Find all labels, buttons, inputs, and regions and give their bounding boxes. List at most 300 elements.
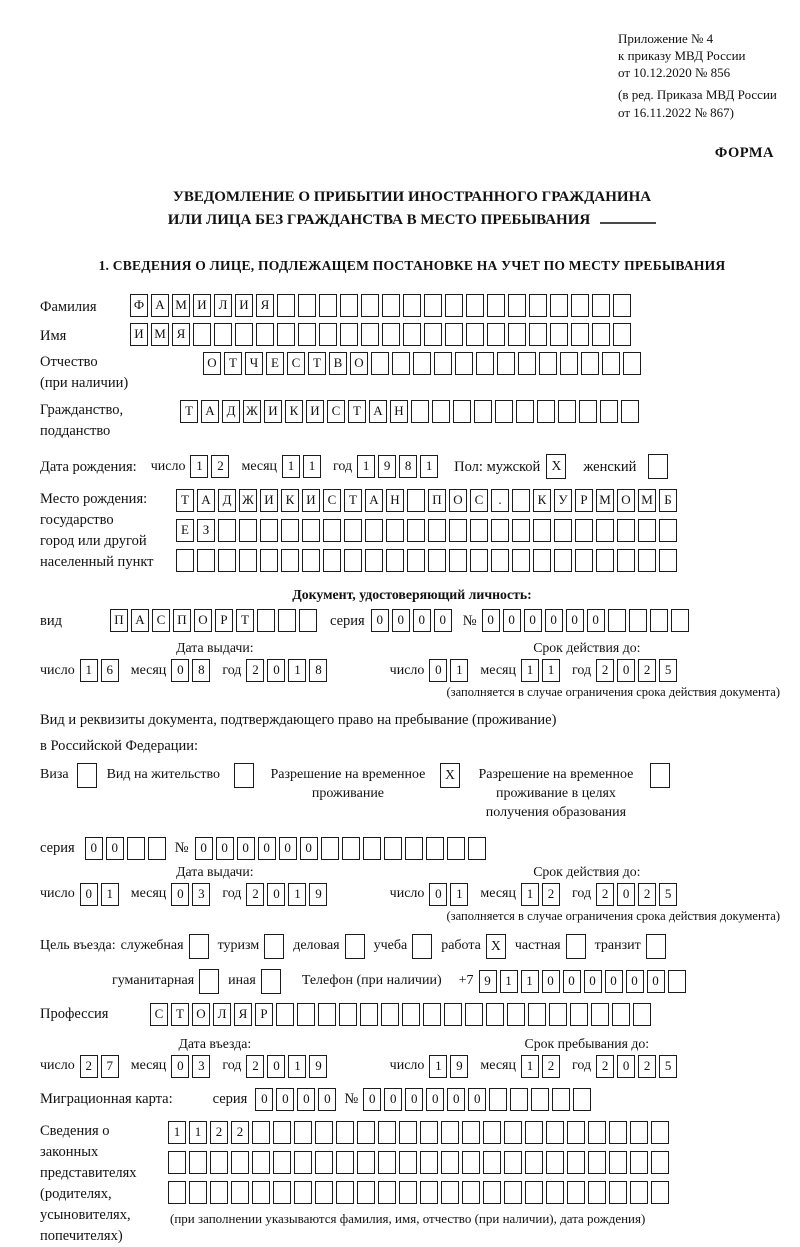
char-cell[interactable] xyxy=(386,519,404,542)
char-cell[interactable]: . xyxy=(491,489,509,512)
char-cell[interactable] xyxy=(630,1181,648,1204)
char-cell[interactable]: Н xyxy=(386,489,404,512)
char-cell[interactable] xyxy=(273,1181,291,1204)
char-cell[interactable]: 1 xyxy=(101,883,119,906)
char-cell[interactable]: 0 xyxy=(617,659,635,682)
char-cell[interactable] xyxy=(444,1003,462,1026)
char-cell[interactable] xyxy=(609,1181,627,1204)
char-cell[interactable] xyxy=(554,519,572,542)
char-cell[interactable] xyxy=(189,1181,207,1204)
char-cell[interactable]: 1 xyxy=(429,1055,447,1078)
char-cell[interactable] xyxy=(403,323,421,346)
char-cell[interactable]: 2 xyxy=(596,659,614,682)
char-cell[interactable] xyxy=(336,1151,354,1174)
char-cell[interactable] xyxy=(298,294,316,317)
char-cell[interactable] xyxy=(612,1003,630,1026)
char-cell[interactable] xyxy=(546,1151,564,1174)
purpose-private-checkbox[interactable] xyxy=(566,934,586,959)
purpose-transit-checkbox[interactable] xyxy=(646,934,666,959)
char-cell[interactable] xyxy=(558,400,576,423)
char-cell[interactable]: 0 xyxy=(429,659,447,682)
char-cell[interactable] xyxy=(441,1121,459,1144)
char-cell[interactable] xyxy=(294,1181,312,1204)
char-cell[interactable]: 0 xyxy=(384,1088,402,1111)
char-cell[interactable] xyxy=(235,323,253,346)
char-cell[interactable] xyxy=(575,519,593,542)
char-cell[interactable]: О xyxy=(203,352,221,375)
char-cell[interactable] xyxy=(361,294,379,317)
char-cell[interactable] xyxy=(239,519,257,542)
char-cell[interactable] xyxy=(465,1003,483,1026)
char-cell[interactable] xyxy=(571,323,589,346)
char-cell[interactable] xyxy=(608,609,626,632)
char-cell[interactable]: 9 xyxy=(378,455,396,478)
char-cell[interactable]: 0 xyxy=(171,883,189,906)
visa-checkbox[interactable] xyxy=(77,763,97,788)
char-cell[interactable] xyxy=(537,400,555,423)
char-cell[interactable] xyxy=(588,1181,606,1204)
char-cell[interactable] xyxy=(447,837,465,860)
char-cell[interactable]: 1 xyxy=(521,970,539,993)
char-cell[interactable] xyxy=(609,1121,627,1144)
char-cell[interactable]: 1 xyxy=(80,659,98,682)
char-cell[interactable] xyxy=(483,1121,501,1144)
char-cell[interactable] xyxy=(218,519,236,542)
char-cell[interactable]: П xyxy=(428,489,446,512)
char-cell[interactable]: Я xyxy=(256,294,274,317)
char-cell[interactable] xyxy=(486,1003,504,1026)
char-cell[interactable]: В xyxy=(329,352,347,375)
char-cell[interactable]: 6 xyxy=(101,659,119,682)
char-cell[interactable]: С xyxy=(152,609,170,632)
char-cell[interactable]: Е xyxy=(176,519,194,542)
char-cell[interactable] xyxy=(455,352,473,375)
char-cell[interactable]: 0 xyxy=(429,883,447,906)
purpose-business-checkbox[interactable] xyxy=(345,934,365,959)
char-cell[interactable] xyxy=(508,323,526,346)
char-cell[interactable] xyxy=(629,609,647,632)
char-cell[interactable]: И xyxy=(264,400,282,423)
char-cell[interactable] xyxy=(277,294,295,317)
char-cell[interactable] xyxy=(529,323,547,346)
char-cell[interactable] xyxy=(315,1121,333,1144)
char-cell[interactable] xyxy=(525,1151,543,1174)
char-cell[interactable] xyxy=(340,294,358,317)
char-cell[interactable] xyxy=(339,1003,357,1026)
char-cell[interactable] xyxy=(550,323,568,346)
char-cell[interactable]: 0 xyxy=(255,1088,273,1111)
char-cell[interactable] xyxy=(148,837,166,860)
char-cell[interactable] xyxy=(231,1181,249,1204)
char-cell[interactable] xyxy=(549,1003,567,1026)
char-cell[interactable]: А xyxy=(197,489,215,512)
char-cell[interactable]: 1 xyxy=(500,970,518,993)
char-cell[interactable]: 0 xyxy=(545,609,563,632)
char-cell[interactable] xyxy=(426,837,444,860)
char-cell[interactable] xyxy=(560,352,578,375)
char-cell[interactable]: 0 xyxy=(267,883,285,906)
char-cell[interactable]: О xyxy=(350,352,368,375)
char-cell[interactable] xyxy=(512,519,530,542)
char-cell[interactable]: 2 xyxy=(542,883,560,906)
char-cell[interactable] xyxy=(659,549,677,572)
char-cell[interactable] xyxy=(378,1151,396,1174)
char-cell[interactable] xyxy=(214,323,232,346)
char-cell[interactable]: 0 xyxy=(587,609,605,632)
char-cell[interactable]: К xyxy=(285,400,303,423)
char-cell[interactable] xyxy=(336,1181,354,1204)
char-cell[interactable]: 2 xyxy=(246,1055,264,1078)
char-cell[interactable] xyxy=(470,549,488,572)
char-cell[interactable]: И xyxy=(193,294,211,317)
char-cell[interactable] xyxy=(651,1181,669,1204)
char-cell[interactable]: 1 xyxy=(521,883,539,906)
char-cell[interactable] xyxy=(344,549,362,572)
char-cell[interactable]: Р xyxy=(215,609,233,632)
char-cell[interactable] xyxy=(176,549,194,572)
char-cell[interactable]: 0 xyxy=(106,837,124,860)
char-cell[interactable]: 1 xyxy=(357,455,375,478)
char-cell[interactable] xyxy=(197,549,215,572)
char-cell[interactable] xyxy=(529,294,547,317)
char-cell[interactable] xyxy=(470,519,488,542)
char-cell[interactable] xyxy=(487,294,505,317)
char-cell[interactable] xyxy=(633,1003,651,1026)
char-cell[interactable] xyxy=(504,1151,522,1174)
char-cell[interactable] xyxy=(365,549,383,572)
char-cell[interactable]: Б xyxy=(659,489,677,512)
char-cell[interactable] xyxy=(487,323,505,346)
char-cell[interactable] xyxy=(671,609,689,632)
char-cell[interactable]: 0 xyxy=(647,970,665,993)
char-cell[interactable]: 0 xyxy=(468,1088,486,1111)
char-cell[interactable]: 0 xyxy=(584,970,602,993)
char-cell[interactable]: 1 xyxy=(521,659,539,682)
char-cell[interactable]: А xyxy=(369,400,387,423)
purpose-tourism-checkbox[interactable] xyxy=(264,934,284,959)
char-cell[interactable] xyxy=(420,1181,438,1204)
char-cell[interactable]: М xyxy=(151,323,169,346)
char-cell[interactable] xyxy=(638,519,656,542)
char-cell[interactable] xyxy=(193,323,211,346)
char-cell[interactable] xyxy=(399,1121,417,1144)
char-cell[interactable]: Е xyxy=(266,352,284,375)
char-cell[interactable]: О xyxy=(192,1003,210,1026)
char-cell[interactable] xyxy=(434,352,452,375)
char-cell[interactable] xyxy=(411,400,429,423)
char-cell[interactable] xyxy=(441,1181,459,1204)
char-cell[interactable]: 5 xyxy=(659,1055,677,1078)
char-cell[interactable] xyxy=(591,1003,609,1026)
char-cell[interactable] xyxy=(596,519,614,542)
char-cell[interactable]: М xyxy=(638,489,656,512)
char-cell[interactable] xyxy=(424,294,442,317)
char-cell[interactable] xyxy=(453,400,471,423)
char-cell[interactable]: 2 xyxy=(246,883,264,906)
char-cell[interactable] xyxy=(384,837,402,860)
purpose-official-checkbox[interactable] xyxy=(189,934,209,959)
char-cell[interactable] xyxy=(638,549,656,572)
char-cell[interactable]: 1 xyxy=(303,455,321,478)
char-cell[interactable]: 0 xyxy=(276,1088,294,1111)
char-cell[interactable] xyxy=(318,1003,336,1026)
char-cell[interactable] xyxy=(449,519,467,542)
char-cell[interactable] xyxy=(340,323,358,346)
char-cell[interactable]: К xyxy=(281,489,299,512)
char-cell[interactable] xyxy=(281,519,299,542)
char-cell[interactable]: 0 xyxy=(267,1055,285,1078)
char-cell[interactable]: 1 xyxy=(450,659,468,682)
char-cell[interactable]: 0 xyxy=(542,970,560,993)
char-cell[interactable] xyxy=(588,1121,606,1144)
char-cell[interactable]: С xyxy=(327,400,345,423)
char-cell[interactable] xyxy=(360,1003,378,1026)
char-cell[interactable] xyxy=(365,519,383,542)
char-cell[interactable]: 1 xyxy=(420,455,438,478)
char-cell[interactable] xyxy=(531,1088,549,1111)
char-cell[interactable] xyxy=(297,1003,315,1026)
char-cell[interactable] xyxy=(575,549,593,572)
char-cell[interactable]: 0 xyxy=(267,659,285,682)
char-cell[interactable]: А xyxy=(151,294,169,317)
char-cell[interactable] xyxy=(239,549,257,572)
char-cell[interactable]: Т xyxy=(224,352,242,375)
char-cell[interactable] xyxy=(321,837,339,860)
char-cell[interactable]: 2 xyxy=(638,883,656,906)
char-cell[interactable]: М xyxy=(596,489,614,512)
char-cell[interactable] xyxy=(402,1003,420,1026)
char-cell[interactable] xyxy=(357,1181,375,1204)
char-cell[interactable] xyxy=(392,352,410,375)
char-cell[interactable]: Т xyxy=(176,489,194,512)
char-cell[interactable] xyxy=(650,609,668,632)
char-cell[interactable]: Я xyxy=(172,323,190,346)
char-cell[interactable]: 1 xyxy=(168,1121,186,1144)
char-cell[interactable] xyxy=(420,1121,438,1144)
char-cell[interactable] xyxy=(570,1003,588,1026)
char-cell[interactable] xyxy=(210,1181,228,1204)
char-cell[interactable] xyxy=(361,323,379,346)
char-cell[interactable] xyxy=(617,519,635,542)
char-cell[interactable] xyxy=(630,1151,648,1174)
char-cell[interactable] xyxy=(432,400,450,423)
char-cell[interactable]: 0 xyxy=(605,970,623,993)
char-cell[interactable]: К xyxy=(533,489,551,512)
char-cell[interactable] xyxy=(252,1121,270,1144)
char-cell[interactable] xyxy=(588,1151,606,1174)
char-cell[interactable]: 0 xyxy=(482,609,500,632)
char-cell[interactable]: Я xyxy=(234,1003,252,1026)
char-cell[interactable] xyxy=(510,1088,528,1111)
char-cell[interactable] xyxy=(483,1151,501,1174)
char-cell[interactable] xyxy=(407,549,425,572)
char-cell[interactable] xyxy=(497,352,515,375)
char-cell[interactable] xyxy=(462,1181,480,1204)
char-cell[interactable]: Т xyxy=(171,1003,189,1026)
char-cell[interactable] xyxy=(462,1121,480,1144)
char-cell[interactable] xyxy=(445,323,463,346)
char-cell[interactable]: 0 xyxy=(258,837,276,860)
char-cell[interactable]: 3 xyxy=(192,1055,210,1078)
char-cell[interactable]: Т xyxy=(308,352,326,375)
char-cell[interactable] xyxy=(298,323,316,346)
char-cell[interactable] xyxy=(294,1121,312,1144)
char-cell[interactable] xyxy=(407,519,425,542)
char-cell[interactable]: 2 xyxy=(542,1055,560,1078)
char-cell[interactable]: Д xyxy=(222,400,240,423)
char-cell[interactable] xyxy=(386,549,404,572)
char-cell[interactable] xyxy=(504,1181,522,1204)
char-cell[interactable] xyxy=(651,1121,669,1144)
char-cell[interactable]: А xyxy=(201,400,219,423)
char-cell[interactable] xyxy=(533,519,551,542)
char-cell[interactable] xyxy=(659,519,677,542)
char-cell[interactable]: 0 xyxy=(447,1088,465,1111)
char-cell[interactable]: И xyxy=(235,294,253,317)
char-cell[interactable] xyxy=(518,352,536,375)
char-cell[interactable]: 0 xyxy=(237,837,255,860)
char-cell[interactable] xyxy=(596,549,614,572)
char-cell[interactable]: С xyxy=(470,489,488,512)
char-cell[interactable]: 1 xyxy=(288,1055,306,1078)
char-cell[interactable] xyxy=(281,549,299,572)
char-cell[interactable] xyxy=(613,294,631,317)
char-cell[interactable]: Р xyxy=(255,1003,273,1026)
char-cell[interactable] xyxy=(278,609,296,632)
char-cell[interactable] xyxy=(533,549,551,572)
temp-residence-education-checkbox[interactable] xyxy=(650,763,670,788)
char-cell[interactable]: 0 xyxy=(300,837,318,860)
char-cell[interactable] xyxy=(413,352,431,375)
char-cell[interactable] xyxy=(579,400,597,423)
char-cell[interactable]: 0 xyxy=(171,659,189,682)
char-cell[interactable] xyxy=(567,1121,585,1144)
char-cell[interactable] xyxy=(189,1151,207,1174)
char-cell[interactable] xyxy=(466,323,484,346)
char-cell[interactable]: С xyxy=(323,489,341,512)
char-cell[interactable] xyxy=(315,1151,333,1174)
char-cell[interactable] xyxy=(623,352,641,375)
char-cell[interactable]: 0 xyxy=(503,609,521,632)
char-cell[interactable] xyxy=(512,549,530,572)
char-cell[interactable] xyxy=(550,294,568,317)
char-cell[interactable]: Л xyxy=(213,1003,231,1026)
char-cell[interactable] xyxy=(449,549,467,572)
char-cell[interactable] xyxy=(424,323,442,346)
char-cell[interactable] xyxy=(539,352,557,375)
char-cell[interactable]: 0 xyxy=(426,1088,444,1111)
char-cell[interactable]: О xyxy=(617,489,635,512)
char-cell[interactable] xyxy=(323,519,341,542)
char-cell[interactable] xyxy=(407,489,425,512)
char-cell[interactable] xyxy=(319,294,337,317)
char-cell[interactable] xyxy=(273,1151,291,1174)
char-cell[interactable] xyxy=(546,1181,564,1204)
char-cell[interactable] xyxy=(127,837,145,860)
char-cell[interactable] xyxy=(382,294,400,317)
char-cell[interactable] xyxy=(592,323,610,346)
char-cell[interactable] xyxy=(445,294,463,317)
char-cell[interactable] xyxy=(600,400,618,423)
char-cell[interactable] xyxy=(299,609,317,632)
char-cell[interactable]: 7 xyxy=(101,1055,119,1078)
char-cell[interactable] xyxy=(323,549,341,572)
char-cell[interactable]: 2 xyxy=(231,1121,249,1144)
char-cell[interactable]: 0 xyxy=(216,837,234,860)
char-cell[interactable] xyxy=(552,1088,570,1111)
char-cell[interactable]: 0 xyxy=(363,1088,381,1111)
char-cell[interactable] xyxy=(399,1181,417,1204)
char-cell[interactable] xyxy=(474,400,492,423)
char-cell[interactable] xyxy=(315,1181,333,1204)
char-cell[interactable]: 0 xyxy=(371,609,389,632)
char-cell[interactable]: Ф xyxy=(130,294,148,317)
char-cell[interactable]: 0 xyxy=(617,883,635,906)
char-cell[interactable]: 0 xyxy=(434,609,452,632)
char-cell[interactable]: 1 xyxy=(288,883,306,906)
char-cell[interactable]: 2 xyxy=(210,1121,228,1144)
char-cell[interactable] xyxy=(381,1003,399,1026)
char-cell[interactable] xyxy=(423,1003,441,1026)
char-cell[interactable] xyxy=(363,837,381,860)
char-cell[interactable] xyxy=(617,549,635,572)
char-cell[interactable]: 0 xyxy=(566,609,584,632)
char-cell[interactable] xyxy=(168,1151,186,1174)
purpose-humanitarian-checkbox[interactable] xyxy=(199,969,219,994)
char-cell[interactable]: 0 xyxy=(318,1088,336,1111)
char-cell[interactable]: И xyxy=(306,400,324,423)
char-cell[interactable] xyxy=(294,1151,312,1174)
char-cell[interactable]: Ж xyxy=(239,489,257,512)
char-cell[interactable] xyxy=(441,1151,459,1174)
char-cell[interactable]: Д xyxy=(218,489,236,512)
sex-male-checkbox[interactable]: X xyxy=(546,454,566,479)
char-cell[interactable] xyxy=(476,352,494,375)
char-cell[interactable]: 0 xyxy=(405,1088,423,1111)
char-cell[interactable]: 2 xyxy=(596,883,614,906)
char-cell[interactable]: 1 xyxy=(450,883,468,906)
char-cell[interactable] xyxy=(302,549,320,572)
char-cell[interactable] xyxy=(382,323,400,346)
char-cell[interactable] xyxy=(609,1151,627,1174)
char-cell[interactable] xyxy=(342,837,360,860)
char-cell[interactable] xyxy=(252,1181,270,1204)
char-cell[interactable] xyxy=(567,1151,585,1174)
char-cell[interactable] xyxy=(581,352,599,375)
char-cell[interactable] xyxy=(462,1151,480,1174)
char-cell[interactable] xyxy=(571,294,589,317)
char-cell[interactable]: 1 xyxy=(282,455,300,478)
char-cell[interactable] xyxy=(495,400,513,423)
char-cell[interactable] xyxy=(210,1151,228,1174)
char-cell[interactable]: Н xyxy=(390,400,408,423)
char-cell[interactable]: С xyxy=(287,352,305,375)
char-cell[interactable] xyxy=(525,1181,543,1204)
char-cell[interactable]: 0 xyxy=(617,1055,635,1078)
char-cell[interactable] xyxy=(357,1151,375,1174)
char-cell[interactable] xyxy=(602,352,620,375)
char-cell[interactable]: 0 xyxy=(392,609,410,632)
char-cell[interactable]: 0 xyxy=(524,609,542,632)
char-cell[interactable]: Ж xyxy=(243,400,261,423)
char-cell[interactable]: 1 xyxy=(189,1121,207,1144)
char-cell[interactable]: Т xyxy=(344,489,362,512)
char-cell[interactable]: У xyxy=(554,489,572,512)
char-cell[interactable] xyxy=(466,294,484,317)
char-cell[interactable] xyxy=(256,323,274,346)
char-cell[interactable] xyxy=(630,1121,648,1144)
char-cell[interactable] xyxy=(528,1003,546,1026)
